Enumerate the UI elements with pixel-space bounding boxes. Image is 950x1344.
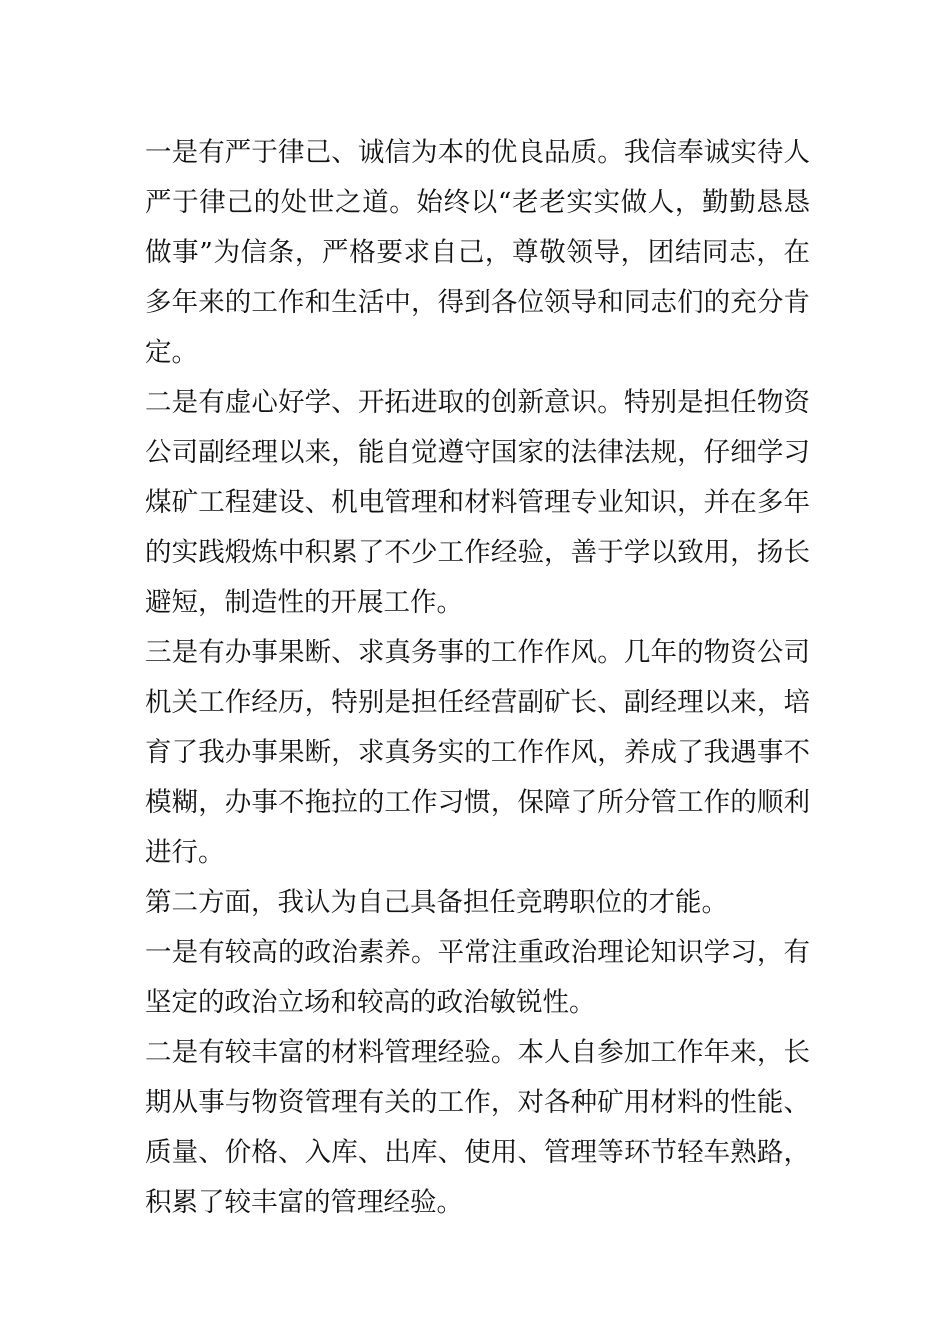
paragraph-integrity: 一是有严于律己、诚信为本的优良品质。我信奉诚实待人严于律己的处世之道。始终以“老老实实做人，勤勤恳恳做事”为信条，严格要求自己，尊敬领导，团结同志，在多年来的工作和生活中，得到各位领导和同志们的充分肯定。 (145, 137, 810, 368)
paragraph-work-style: 三是有办事果断、求真务事的工作作风。几年的物资公司机关工作经历，特别是担任经营副矿长、副经理以来，培育了我办事果断，求真务实的工作作风，养成了我遇事不模糊，办事不拖拉的工作习惯，保障了所分管工作的顺利进行。 (145, 637, 810, 868)
paragraph-management-experience: 二是有较丰富的材料管理经验。本人自参加工作年来，长期从事与物资管理有关的工作，对各种矿用材料的性能、质量、价格、入库、出库、使用、管理等环节轻车熟路，积累了较丰富的管理经验。 (145, 1037, 810, 1218)
document-body (145, 128, 810, 1228)
paragraph-section-heading: 第二方面，我认为自己具备担任竞聘职位的才能。 (145, 887, 728, 918)
paragraph-innovation: 二是有虚心好学、开拓进取的创新意识。特别是担任物资公司副经理以来，能自觉遵守国家的法律法规，仔细学习煤矿工程建设、机电管理和材料管理专业知识，并在多年的实践煅炼中积累了不少工作经验，善于学以致用，扬长避短，制造性的开展工作。 (145, 387, 810, 618)
paragraph-political-quality: 一是有较高的政治素养。平常注重政治理论知识学习，有坚定的政治立场和较高的政治敏锐性。 (145, 937, 810, 1018)
